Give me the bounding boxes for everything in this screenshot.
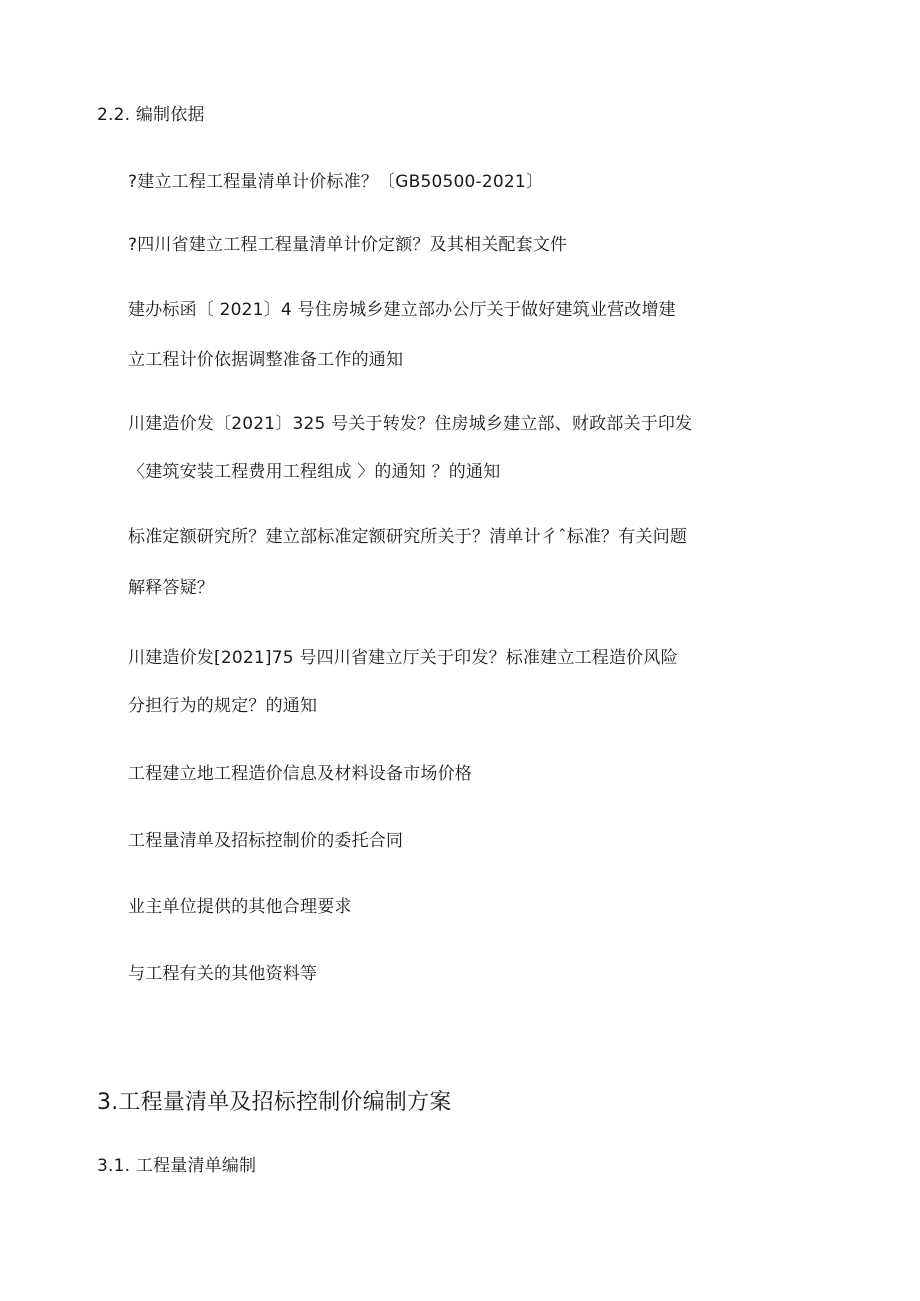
- basis-item-6-line-2: 分担行为的规定？的通知: [128, 696, 318, 716]
- section-heading-2-2: 2.2. 编制依据: [97, 105, 205, 125]
- basis-item-7: 工程建立地工程造价信息及材料设备市场价格: [128, 764, 472, 784]
- section-heading-3: 3.工程量清单及招标控制价编制方案: [97, 1090, 452, 1115]
- basis-item-1: ?建立工程工程量清单计价标准？〔GB50500-2021〕: [128, 172, 544, 192]
- basis-item-10: 与工程有关的其他资料等: [128, 964, 318, 984]
- basis-item-4-line-2: 〈建筑安装工程费用工程组成 〉的通知 ？的通知: [128, 462, 501, 482]
- basis-item-5-line-2: 解释答疑？: [128, 578, 214, 598]
- section-heading-3-1: 3.1. 工程量清单编制: [97, 1156, 257, 1176]
- basis-item-2: ?四川省建立工程工程量清单计价定额？及其相关配套文件: [128, 235, 568, 255]
- basis-item-4-line-1: 川建造价发〔2021〕325 号关于转发？住房城乡建立部、财政部关于印发: [128, 414, 693, 434]
- basis-item-3-line-1: 建办标函〔 2021〕4 号住房城乡建立部办公厅关于做好建筑业营改增建: [128, 300, 676, 320]
- basis-item-6-line-1: 川建造价发[2021]75 号四川省建立厅关于印发？标准建立工程造价风险: [128, 648, 678, 668]
- basis-item-8: 工程量清单及招标控制价的委托合同: [128, 831, 404, 851]
- basis-item-9: 业主单位提供的其他合理要求: [128, 897, 352, 917]
- basis-item-5-line-1: 标准定额研究所？建立部标准定额研究所关于？清单计彳ˆ标准？有关问题: [128, 527, 688, 547]
- basis-item-3-line-2: 立工程计价依据调整准备工作的通知: [128, 350, 404, 370]
